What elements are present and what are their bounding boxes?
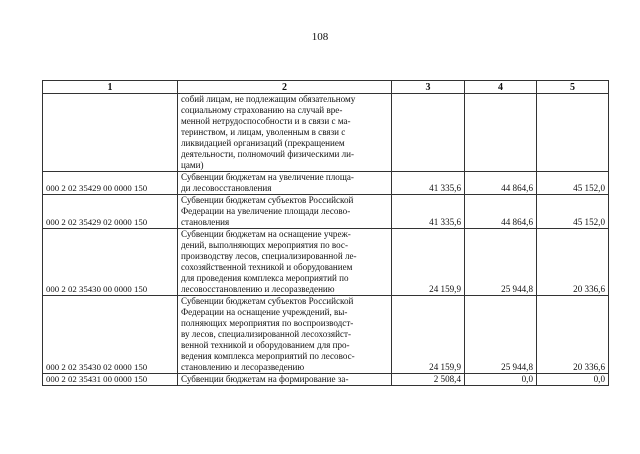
- description-line: теринством, и лицам, уволенным в связи с: [181, 127, 346, 137]
- description-cell: [178, 296, 392, 374]
- amount-cell-col4: 44 864,6: [465, 172, 537, 195]
- column-header-4: 4: [465, 81, 537, 94]
- budget-code-cell: 000 2 02 35429 00 0000 150: [43, 172, 178, 195]
- table-row: [43, 229, 609, 296]
- amount-cell-col4: 44 864,6: [465, 195, 537, 229]
- table-row: [43, 374, 609, 386]
- header-row: [43, 81, 609, 94]
- amount-cell-col5: 0,0: [537, 374, 609, 386]
- description-line: собий лицам, не подлежащим обязательному: [181, 94, 356, 104]
- description-line: ву лесов, специализированной лесохозяйст-: [181, 329, 351, 339]
- description-cell: [178, 94, 392, 172]
- description-cell: [178, 229, 392, 296]
- description-line: Федерации на увеличение площади лесово-: [181, 206, 351, 216]
- description-line: становлению и лесоразведению: [181, 362, 305, 372]
- description-line: производству лесов, специализированной ле-: [181, 251, 357, 261]
- description-line: лесовосстановлению и лесоразведению: [181, 284, 335, 294]
- description-line: Субвенции бюджетам на оснащение учреж-: [181, 229, 351, 239]
- amount-cell-col4: 0,0: [465, 374, 537, 386]
- amount-cell-col3: 41 335,6: [392, 195, 465, 229]
- page-number: 108: [311, 31, 329, 43]
- amount-cell-col5: 20 336,6: [537, 296, 609, 374]
- budget-code-cell: [43, 94, 178, 172]
- amount-cell-col4: 25 944,8: [465, 296, 537, 374]
- table-row: [43, 195, 609, 229]
- description-line: ди лесовосстановления: [181, 183, 272, 193]
- amount-cell-col5: 45 152,0: [537, 195, 609, 229]
- description-line: Субвенции бюджетам субъектов Российской: [181, 296, 354, 306]
- description-line: Федерации на оснащение учреждений, вы-: [181, 307, 348, 317]
- amount-cell-col4: 25 944,8: [465, 229, 537, 296]
- budget-code-cell: 000 2 02 35430 02 0000 150: [43, 296, 178, 374]
- description-cell: [178, 374, 392, 386]
- table-row: [43, 296, 609, 374]
- budget-code-cell: 000 2 02 35431 00 0000 150: [43, 374, 178, 386]
- column-header-1: 1: [43, 81, 178, 94]
- table-row: [43, 172, 609, 195]
- description-cell: [178, 172, 392, 195]
- column-header-3: 3: [392, 81, 465, 94]
- table-row: [43, 94, 609, 172]
- budget-code-cell: 000 2 02 35430 00 0000 150: [43, 229, 178, 296]
- description-line: Субвенции бюджетам на формирование за-: [181, 374, 349, 384]
- amount-cell-col5: 45 152,0: [537, 172, 609, 195]
- description-line: Субвенции бюджетам на увеличение площа-: [181, 172, 354, 182]
- description-line: менной нетрудоспособности и в связи с ма-: [181, 116, 351, 126]
- amount-cell-col3: 24 159,9: [392, 229, 465, 296]
- amount-cell-col3: 41 335,6: [392, 172, 465, 195]
- amount-cell-col4: [465, 94, 537, 172]
- amount-cell-col5: 20 336,6: [537, 229, 609, 296]
- description-line: ведения комплекса мероприятий по лесовос-: [181, 351, 355, 361]
- amount-cell-col3: 24 159,9: [392, 296, 465, 374]
- description-line: цами): [181, 160, 204, 170]
- description-line: для проведения комплекса мероприятий по: [181, 273, 349, 283]
- description-line: становления: [181, 217, 230, 227]
- amount-cell-col3: 2 508,4: [392, 374, 465, 386]
- description-line: полняющих мероприятия по воспроизводст-: [181, 318, 354, 328]
- description-line: венной техникой и оборудованием для про-: [181, 340, 350, 350]
- description-line: социальному страхованию на случай вре-: [181, 105, 343, 115]
- description-line: Субвенции бюджетам субъектов Российской: [181, 195, 354, 205]
- description-cell: [178, 195, 392, 229]
- description-line: сохозяйственной техникой и оборудованием: [181, 262, 353, 272]
- description-line: дений, выполняющих мероприятия по вос-: [181, 240, 348, 250]
- table-body: [43, 94, 609, 386]
- budget-code-cell: 000 2 02 35429 02 0000 150: [43, 195, 178, 229]
- column-header-5: 5: [537, 81, 609, 94]
- description-line: деятельности, полномочий физическими ли-: [181, 149, 355, 159]
- description-line: ликвидацией организаций (прекращением: [181, 138, 345, 148]
- amount-cell-col5: [537, 94, 609, 172]
- amount-cell-col3: [392, 94, 465, 172]
- column-header-2: 2: [178, 81, 392, 94]
- budget-table: [42, 80, 609, 386]
